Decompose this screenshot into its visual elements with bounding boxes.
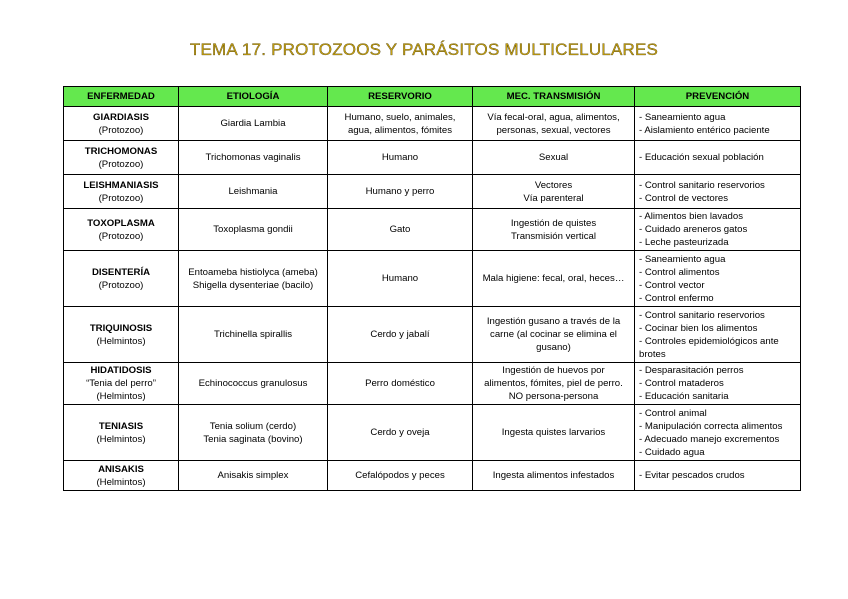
etiology-line: Tenia solium (cerdo) bbox=[209, 420, 297, 432]
header-reservorio: RESERVORIO bbox=[328, 87, 473, 107]
prevention-line: - Control sanitario reservorios bbox=[639, 179, 765, 191]
cell-reservoir bbox=[328, 307, 473, 363]
header-etiologia: ETIOLOGÍA bbox=[179, 87, 328, 107]
transmission-line: Vectores bbox=[534, 179, 573, 191]
disease-type: (Helmintos) bbox=[96, 391, 146, 402]
transmission-line: Vía parenteral bbox=[523, 192, 584, 204]
cell-disease bbox=[64, 107, 179, 141]
disease-name: TENIASIS bbox=[98, 420, 144, 432]
table-row bbox=[64, 461, 801, 491]
prevention-line: - Control sanitario reservorios bbox=[639, 309, 765, 321]
reservoir-line: Perro doméstico bbox=[365, 378, 435, 389]
table-row bbox=[64, 251, 801, 307]
etiology-line: Echinococcus granulosus bbox=[198, 378, 308, 389]
page-title: TEMA 17. PROTOZOOS Y PARÁSITOS MULTICELULARES bbox=[189, 40, 659, 59]
etiology-line: Leishmania bbox=[228, 186, 278, 197]
transmission-line: personas, sexual, vectores bbox=[496, 124, 611, 136]
transmission-line: Ingestión de huevos por bbox=[502, 365, 605, 376]
cell-transmission bbox=[473, 107, 635, 141]
prevention-line: - Control enfermo bbox=[639, 292, 714, 304]
cell-prevention bbox=[635, 141, 801, 175]
cell-prevention bbox=[635, 209, 801, 251]
table-row bbox=[64, 141, 801, 175]
reservoir-line: Cerdo y oveja bbox=[370, 427, 430, 438]
disease-type: (Protozoo) bbox=[98, 230, 144, 242]
cell-disease bbox=[64, 405, 179, 461]
prevention-line: - Educación sanitaria bbox=[639, 391, 729, 402]
etiology-line: Tenia saginata (bovino) bbox=[203, 433, 303, 445]
table-row bbox=[64, 209, 801, 251]
reservoir-line: Humano y perro bbox=[365, 186, 435, 197]
transmission-line: Ingesta quistes larvarios bbox=[501, 427, 606, 438]
transmission-line: Vía fecal-oral, agua, alimentos, bbox=[487, 111, 620, 123]
cell-disease bbox=[64, 141, 179, 175]
cell-transmission bbox=[473, 363, 635, 405]
prevention-line: - Manipulación correcta alimentos bbox=[639, 420, 783, 432]
transmission-line: NO persona-persona bbox=[508, 391, 599, 402]
disease-type: (Protozoo) bbox=[98, 192, 144, 204]
cell-etiology bbox=[179, 175, 328, 209]
cell-reservoir bbox=[328, 209, 473, 251]
cell-reservoir bbox=[328, 363, 473, 405]
prevention-line: - Saneamiento agua bbox=[639, 253, 726, 265]
table-row bbox=[64, 175, 801, 209]
cell-disease bbox=[64, 307, 179, 363]
cell-reservoir bbox=[328, 107, 473, 141]
header-prevencion: PREVENCIÓN bbox=[635, 87, 801, 107]
cell-prevention bbox=[635, 307, 801, 363]
transmission-line: Ingesta alimentos infestados bbox=[492, 470, 615, 481]
prevention-line: - Control alimentos bbox=[639, 266, 720, 278]
prevention-line: - Control de vectores bbox=[639, 192, 729, 204]
disease-name: HIDATIDOSIS bbox=[90, 365, 152, 376]
prevention-line: - Control animal bbox=[639, 407, 707, 419]
etiology-line: Toxoplasma gondii bbox=[213, 224, 293, 235]
disease-name: DISENTERÍA bbox=[91, 266, 151, 278]
cell-disease bbox=[64, 251, 179, 307]
prevention-line: - Control vector bbox=[639, 279, 705, 291]
reservoir-line: Cerdo y jabalí bbox=[370, 329, 430, 340]
cell-transmission bbox=[473, 141, 635, 175]
cell-transmission bbox=[473, 209, 635, 251]
reservoir-line: Humano bbox=[381, 273, 419, 284]
disease-name: ANISAKIS bbox=[98, 463, 144, 475]
cell-etiology bbox=[179, 461, 328, 491]
cell-reservoir bbox=[328, 175, 473, 209]
disease-name: TRICHOMONAS bbox=[84, 145, 158, 157]
cell-prevention bbox=[635, 107, 801, 141]
cell-disease bbox=[64, 209, 179, 251]
prevention-line: - Evitar pescados crudos bbox=[639, 470, 745, 481]
reservoir-line: Humano, suelo, animales, bbox=[344, 111, 456, 123]
cell-reservoir bbox=[328, 405, 473, 461]
disease-type: (Helmintos) bbox=[96, 476, 146, 488]
disease-name: TOXOPLASMA bbox=[87, 217, 155, 229]
disease-type: (Protozoo) bbox=[98, 124, 144, 136]
etiology-line: Anisakis simplex bbox=[217, 470, 289, 481]
prevention-line: - Educación sexual población bbox=[639, 152, 764, 163]
etiology-line: Giardia Lambia bbox=[220, 118, 286, 129]
cell-etiology bbox=[179, 307, 328, 363]
prevention-line: - Controles epidemiológicos ante bbox=[639, 335, 779, 347]
disease-type: (Protozoo) bbox=[98, 279, 144, 291]
reservoir-line: Humano bbox=[381, 152, 419, 163]
disease-type: (Helmintos) bbox=[96, 433, 146, 445]
reservoir-line: agua, alimentos, fómites bbox=[348, 124, 452, 136]
disease-table bbox=[63, 86, 801, 491]
prevention-line: - Aislamiento entérico paciente bbox=[639, 124, 770, 136]
cell-etiology bbox=[179, 107, 328, 141]
transmission-line: Mala higiene: fecal, oral, heces… bbox=[482, 273, 625, 284]
disease-name: GIARDIASIS bbox=[93, 111, 149, 123]
prevention-line: - Desparasitación perros bbox=[639, 365, 744, 376]
table-row bbox=[64, 107, 801, 141]
transmission-line: Ingestión gusano a través de la bbox=[486, 316, 621, 327]
transmission-line: carne (al cocinar se elimina el bbox=[490, 329, 617, 340]
prevention-line: - Alimentos bien lavados bbox=[639, 211, 743, 222]
cell-reservoir bbox=[328, 141, 473, 175]
disease-type: (Helmintos) bbox=[96, 335, 146, 347]
table-header-row bbox=[64, 87, 801, 107]
etiology-line: Trichomonas vaginalis bbox=[205, 152, 301, 163]
etiology-line: Trichinella spirallis bbox=[213, 329, 292, 340]
transmission-line: gusano) bbox=[536, 342, 571, 353]
cell-transmission bbox=[473, 405, 635, 461]
cell-etiology bbox=[179, 405, 328, 461]
cell-etiology bbox=[179, 251, 328, 307]
cell-prevention bbox=[635, 405, 801, 461]
disease-alias: “Tenia del perro” bbox=[86, 378, 156, 389]
cell-disease bbox=[64, 175, 179, 209]
cell-prevention bbox=[635, 175, 801, 209]
cell-disease bbox=[64, 461, 179, 491]
header-transmision: MEC. TRANSMISIÓN bbox=[473, 87, 635, 107]
prevention-line: - Control mataderos bbox=[639, 378, 724, 389]
transmission-line: Ingestión de quistes bbox=[510, 217, 597, 229]
table-body bbox=[64, 107, 801, 491]
reservoir-line: Cefalópodos y peces bbox=[355, 470, 445, 481]
table-row bbox=[64, 363, 801, 405]
prevention-line: - Cuidado agua bbox=[639, 446, 705, 458]
cell-prevention bbox=[635, 251, 801, 307]
cell-disease bbox=[64, 363, 179, 405]
transmission-line: alimentos, fómites, piel de perro. bbox=[484, 378, 623, 389]
table-row bbox=[64, 405, 801, 461]
cell-transmission bbox=[473, 461, 635, 491]
cell-reservoir bbox=[328, 461, 473, 491]
etiology-line: Entoameba histiolyca (ameba) bbox=[188, 266, 318, 278]
cell-prevention bbox=[635, 461, 801, 491]
prevention-line: - Leche pasteurizada bbox=[639, 237, 729, 248]
cell-etiology bbox=[179, 141, 328, 175]
etiology-line: Shigella dysenteriae (bacilo) bbox=[192, 279, 314, 291]
prevention-line: - Cocinar bien los alimentos bbox=[639, 322, 758, 334]
cell-etiology bbox=[179, 363, 328, 405]
cell-transmission bbox=[473, 251, 635, 307]
header-enfermedad: ENFERMEDAD bbox=[64, 87, 179, 107]
prevention-line: - Cuidado areneros gatos bbox=[639, 224, 748, 235]
prevention-line: - Saneamiento agua bbox=[639, 111, 726, 123]
prevention-line: brotes bbox=[639, 348, 666, 360]
transmission-line: Sexual bbox=[538, 152, 569, 163]
disease-name: TRIQUINOSIS bbox=[89, 322, 153, 334]
table-row bbox=[64, 307, 801, 363]
reservoir-line: Gato bbox=[389, 224, 411, 235]
cell-prevention bbox=[635, 363, 801, 405]
cell-transmission bbox=[473, 307, 635, 363]
disease-name: LEISHMANIASIS bbox=[83, 179, 159, 191]
prevention-line: - Adecuado manejo excrementos bbox=[639, 433, 780, 445]
cell-reservoir bbox=[328, 251, 473, 307]
disease-type: (Protozoo) bbox=[98, 158, 144, 170]
transmission-line: Transmisión vertical bbox=[511, 230, 596, 242]
cell-transmission bbox=[473, 175, 635, 209]
cell-etiology bbox=[179, 209, 328, 251]
